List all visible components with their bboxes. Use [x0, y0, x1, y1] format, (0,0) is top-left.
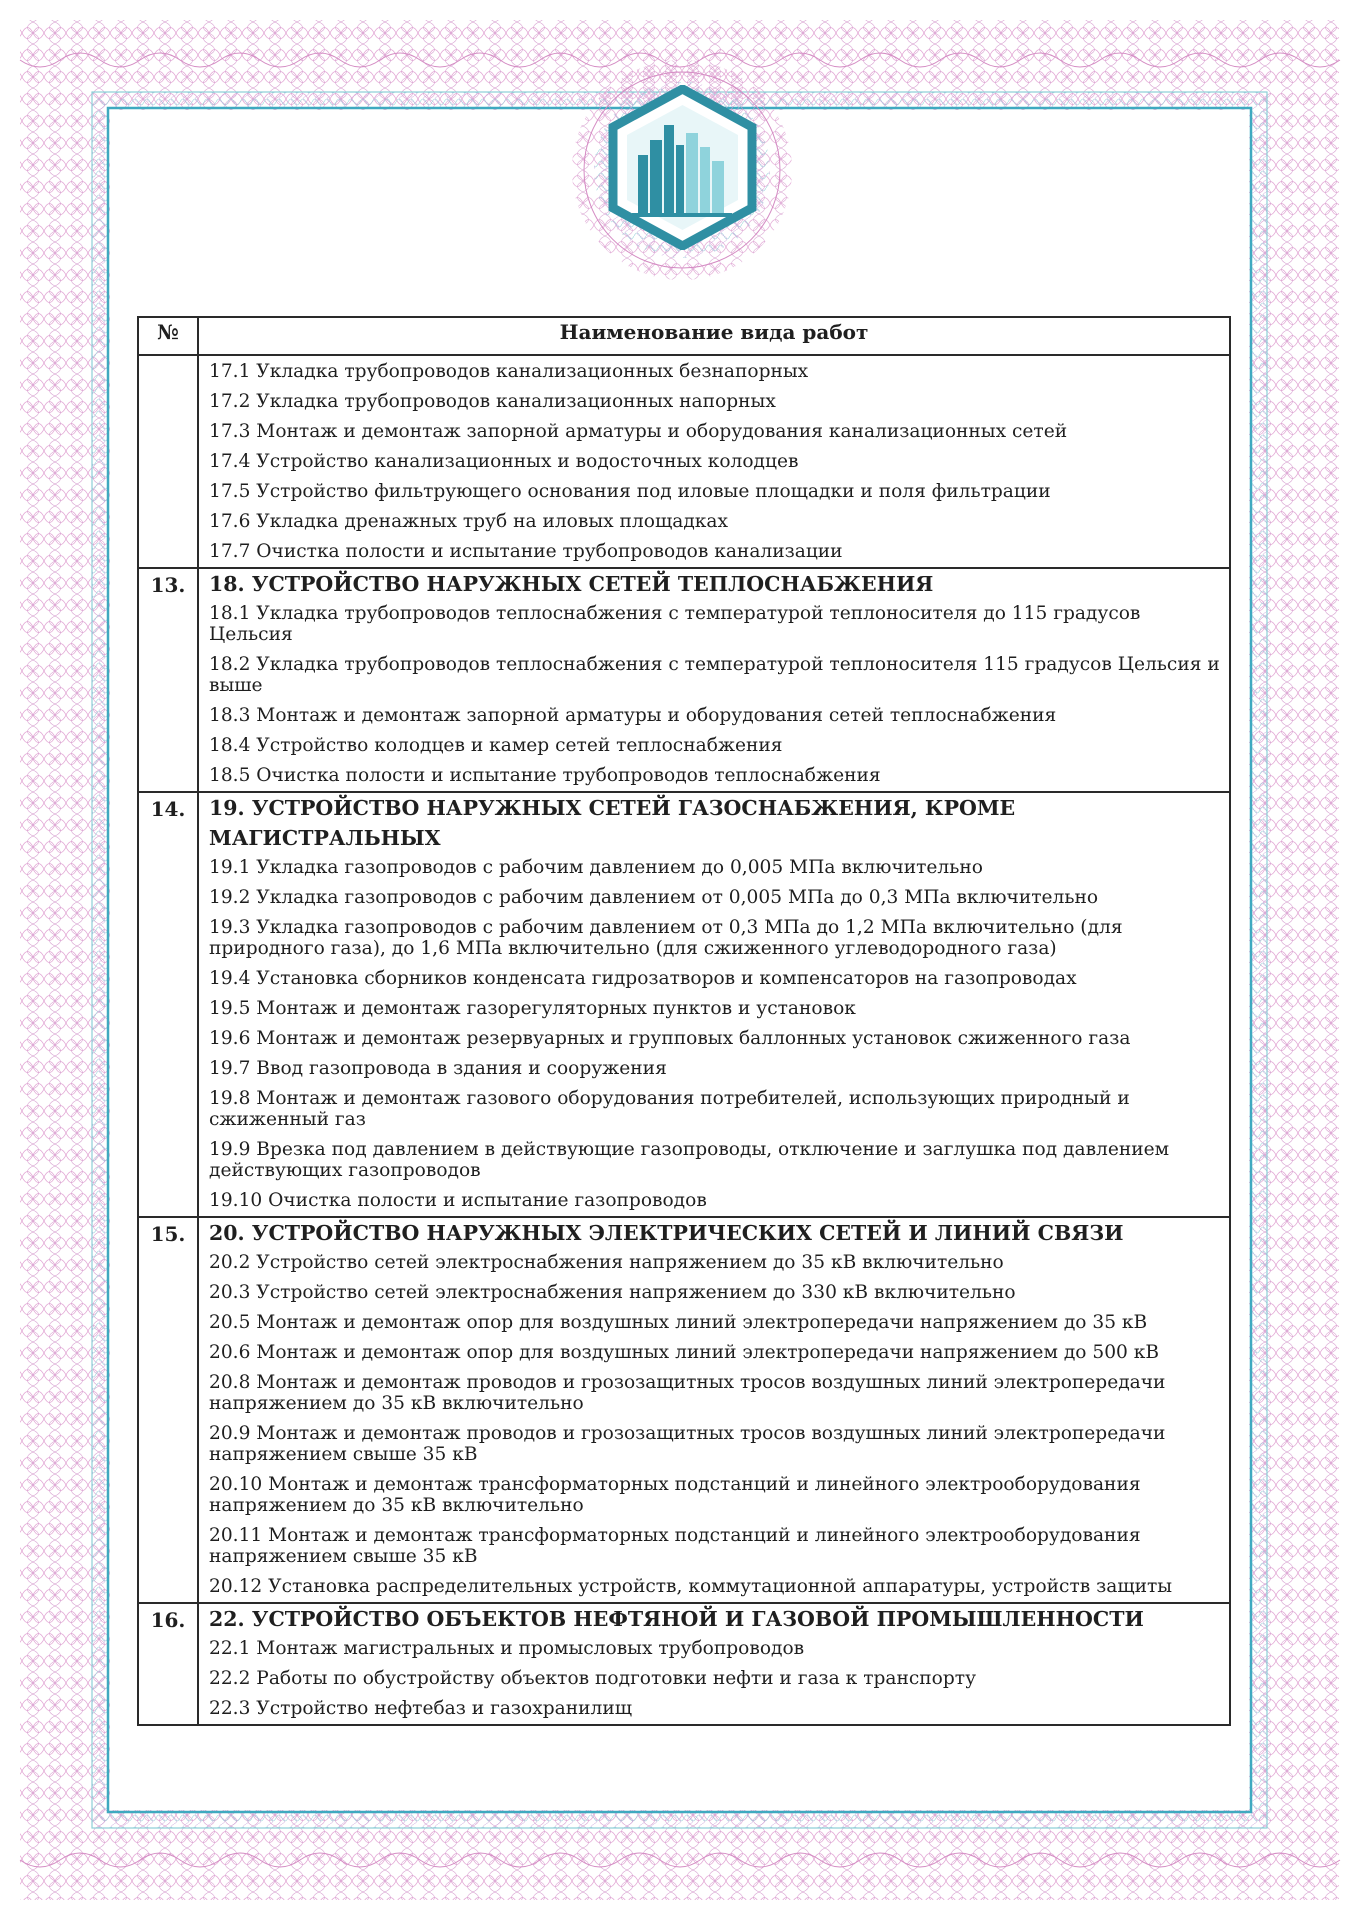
work-item: 20.6 Монтаж и демонтаж опор для воздушных линий электропередачи напряжением до 500 кВ — [209, 1342, 1160, 1363]
city-skyline-logo-icon — [600, 85, 765, 250]
work-item: 17.3 Монтаж и демонтаж запорной арматуры и оборудования канализационных сетей — [209, 421, 1068, 442]
row-number: 13. — [138, 568, 198, 792]
work-item: 19.8 Монтаж и демонтаж газового оборудования потребителей, использующих природный и сжиженный газ — [209, 1088, 1130, 1130]
table-row — [138, 355, 1230, 568]
row-content — [198, 792, 1230, 1217]
row-content — [198, 1603, 1230, 1725]
row-content — [198, 355, 1230, 568]
work-item: 19.7 Ввод газопровода в здания и сооружения — [209, 1058, 667, 1079]
table-row — [138, 792, 1230, 1217]
work-item: 19.4 Установка сборников конденсата гидрозатворов и компенсаторов на газопроводах — [209, 968, 1077, 989]
work-item: 20.3 Устройство сетей электроснабжения напряжением до 330 кВ включительно — [209, 1282, 1016, 1303]
row-number — [138, 355, 198, 568]
work-item: 17.2 Укладка трубопроводов канализационных напорных — [209, 391, 776, 412]
work-item: 18.2 Укладка трубопроводов теплоснабжения с температурой теплоносителя 115 градусов Цельсия и выше — [209, 654, 1220, 696]
row-number: 14. — [138, 792, 198, 1217]
group-title: 20. УСТРОЙСТВО НАРУЖНЫХ ЭЛЕКТРИЧЕСКИХ СЕТЕЙ И ЛИНИЙ СВЯЗИ — [209, 1221, 1124, 1245]
work-item: 17.4 Устройство канализационных и водосточных колодцев — [209, 451, 799, 472]
work-item: 20.5 Монтаж и демонтаж опор для воздушных линий электропередачи напряжением до 35 кВ — [209, 1312, 1148, 1333]
work-item: 17.6 Укладка дренажных труб на иловых площадках — [209, 511, 728, 532]
work-item: 20.8 Монтаж и демонтаж проводов и грозозащитных тросов воздушных линий электропередачи напряжением до 35 кВ включительно — [209, 1372, 1166, 1414]
group-title: 19. УСТРОЙСТВО НАРУЖНЫХ СЕТЕЙ ГАЗОСНАБЖЕНИЯ, КРОМЕ МАГИСТРАЛЬНЫХ — [209, 796, 1016, 850]
work-item: 19.9 Врезка под давлением в действующие газопроводы, отключение и заглушка под давлением действующих газопроводов — [209, 1139, 1170, 1181]
table-row — [138, 1603, 1230, 1725]
work-item: 18.5 Очистка полости и испытание трубопроводов теплоснабжения — [209, 765, 881, 786]
work-item: 17.1 Укладка трубопроводов канализационных безнапорных — [209, 361, 809, 382]
work-item: 19.6 Монтаж и демонтаж резервуарных и групповых баллонных установок сжиженного газа — [209, 1028, 1131, 1049]
table-row — [138, 568, 1230, 792]
row-content — [198, 1217, 1230, 1603]
work-item: 20.10 Монтаж и демонтаж трансформаторных подстанций и линейного электрооборудования напряжением до 35 кВ включительно — [209, 1474, 1141, 1516]
table-row — [138, 1217, 1230, 1603]
work-item: 19.10 Очистка полости и испытание газопроводов — [209, 1190, 707, 1211]
work-item: 20.11 Монтаж и демонтаж трансформаторных подстанций и линейного электрооборудования напряжением свыше 35 кВ — [209, 1525, 1141, 1567]
work-item: 22.2 Работы по обустройству объектов подготовки нефти и газа к транспорту — [209, 1668, 977, 1689]
group-title: 22. УСТРОЙСТВО ОБЪЕКТОВ НЕФТЯНОЙ И ГАЗОВОЙ ПРОМЫШЛЕННОСТИ — [209, 1607, 1144, 1631]
header-num: № — [138, 317, 198, 355]
row-content — [198, 568, 1230, 792]
work-item: 19.5 Монтаж и демонтаж газорегуляторных пунктов и установок — [209, 998, 856, 1019]
work-item: 20.9 Монтаж и демонтаж проводов и грозозащитных тросов воздушных линий электропередачи напряжением свыше 35 кВ — [209, 1423, 1166, 1465]
work-item: 22.3 Устройство нефтебаз и газохранилищ — [209, 1698, 632, 1719]
work-item: 19.2 Укладка газопроводов с рабочим давлением от 0,005 МПа до 0,3 МПа включительно — [209, 887, 1099, 908]
work-item: 22.1 Монтаж магистральных и промысловых трубопроводов — [209, 1638, 805, 1659]
work-item: 17.5 Устройство фильтрующего основания под иловые площадки и поля фильтрации — [209, 481, 1051, 502]
work-item: 19.1 Укладка газопроводов с рабочим давлением до 0,005 МПа включительно — [209, 857, 983, 878]
header-title: Наименование вида работ — [198, 317, 1230, 355]
work-item: 18.4 Устройство колодцев и камер сетей теплоснабжения — [209, 735, 783, 756]
row-number: 16. — [138, 1603, 198, 1725]
table-header-row — [138, 317, 1230, 355]
work-item: 19.3 Укладка газопроводов с рабочим давлением от 0,3 МПа до 1,2 МПа включительно (для природного газа), до 1,6 МПа включительно (для сжиженного углеводородного газа) — [209, 917, 1123, 959]
works-table — [137, 316, 1231, 1726]
work-item: 18.3 Монтаж и демонтаж запорной арматуры и оборудования сетей теплоснабжения — [209, 705, 1057, 726]
work-item: 20.2 Устройство сетей электроснабжения напряжением до 35 кВ включительно — [209, 1252, 1004, 1273]
work-item: 17.7 Очистка полости и испытание трубопроводов канализации — [209, 541, 843, 562]
work-item: 20.12 Установка распределительных устройств, коммутационной аппаратуры, устройств защиты — [209, 1576, 1173, 1597]
work-item: 18.1 Укладка трубопроводов теплоснабжения с температурой теплоносителя до 115 градусов Цельсия — [209, 603, 1141, 645]
row-number: 15. — [138, 1217, 198, 1603]
group-title: 18. УСТРОЙСТВО НАРУЖНЫХ СЕТЕЙ ТЕПЛОСНАБЖЕНИЯ — [209, 572, 934, 596]
